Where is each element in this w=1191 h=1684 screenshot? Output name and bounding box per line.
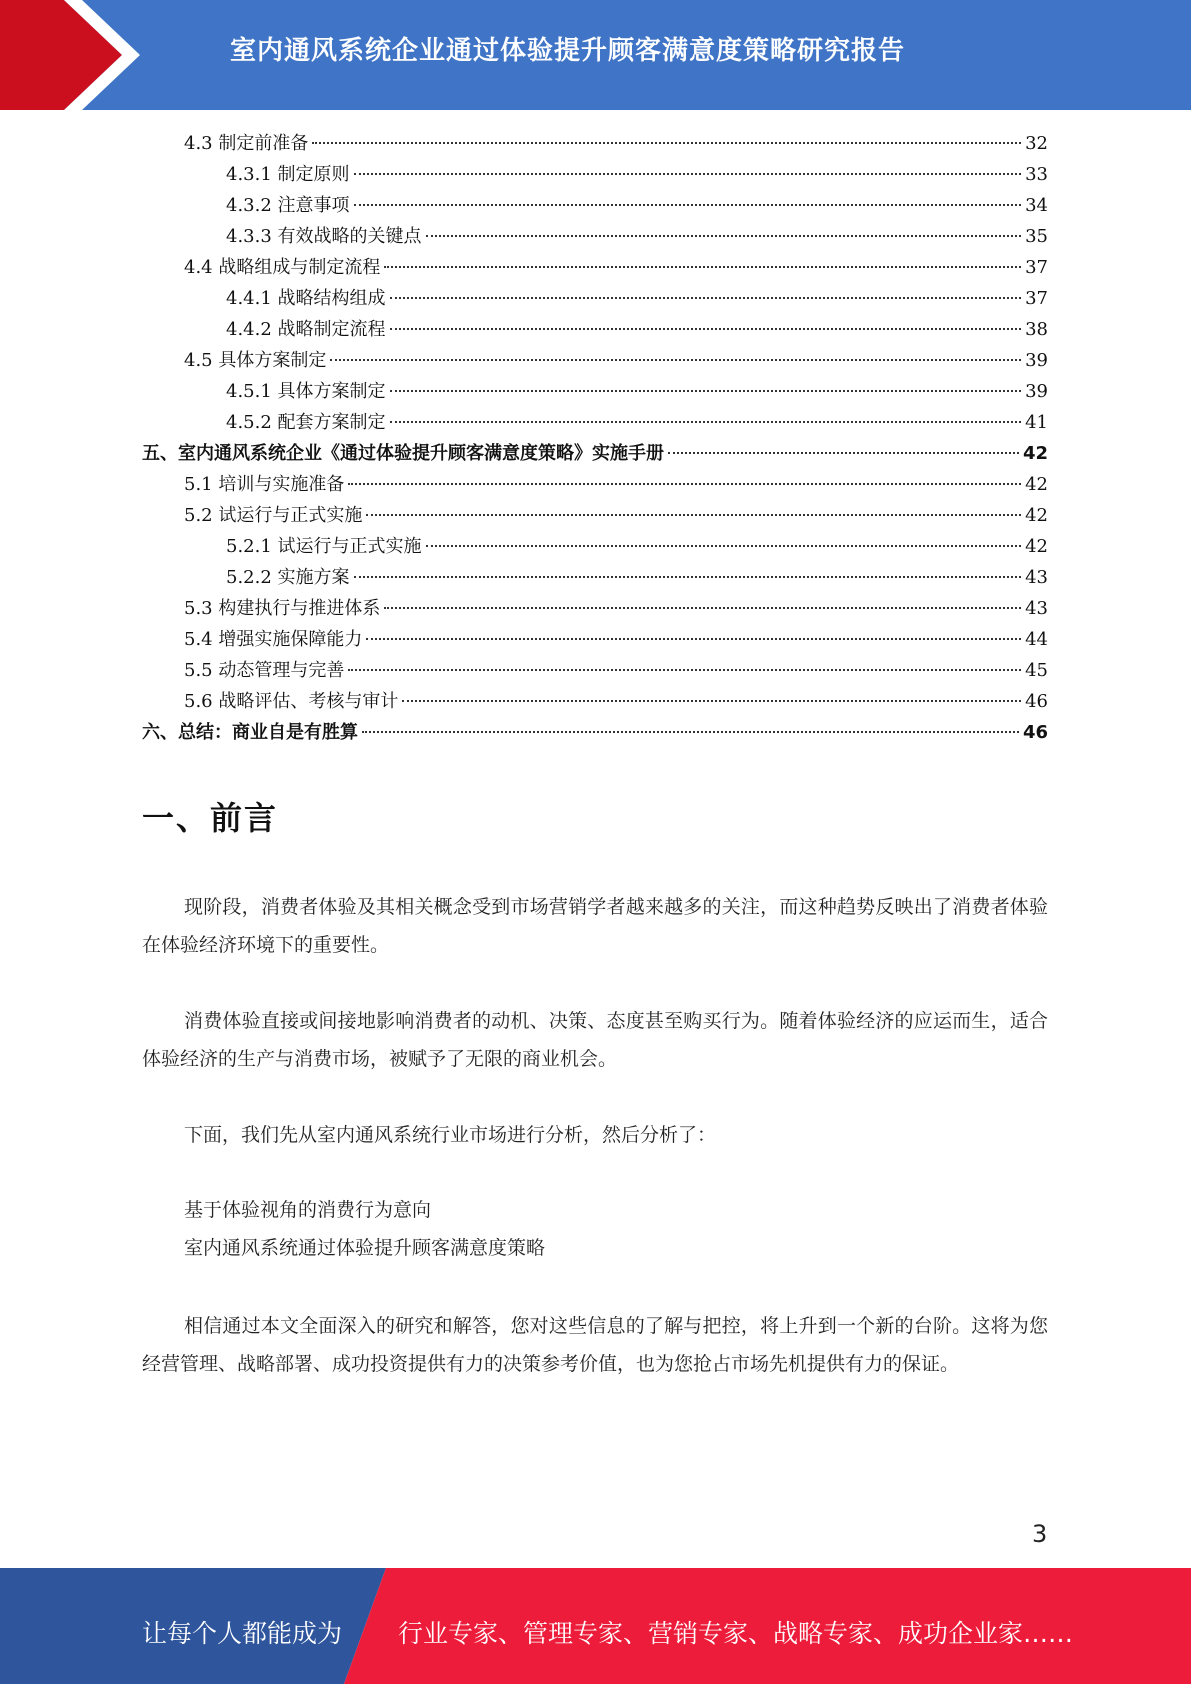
toc-leader-dots xyxy=(402,700,1021,702)
toc-entry-page: 32 xyxy=(1025,133,1048,154)
body-paragraph: 相信通过本文全面深入的研究和解答，您对这些信息的了解与把控，将上升到一个新的台阶。这将为您经营管理、战略部署、成功投资提供有力的决策参考价值，也为您抢占市场先机提供有力的保证。 xyxy=(142,1315,1048,1375)
toc-leader-dots xyxy=(426,235,1022,237)
toc-leader-dots xyxy=(384,607,1021,609)
toc-entry[interactable] xyxy=(184,500,1048,531)
toc-leader-dots xyxy=(330,359,1021,361)
toc-chapter-entry[interactable] xyxy=(142,717,1048,748)
toc-entry-page: 46 xyxy=(1025,691,1048,712)
toc-entry[interactable] xyxy=(184,128,1048,159)
toc-entry-page: 45 xyxy=(1025,660,1048,681)
page-number: 3 xyxy=(1032,1520,1048,1548)
toc-entry-label: 5.3 构建执行与推进体系 xyxy=(184,598,381,619)
toc-entry-label: 5.2.2 实施方案 xyxy=(226,567,350,588)
toc-entry-page: 42 xyxy=(1025,474,1048,495)
toc-entry-label: 4.3.3 有效战略的关键点 xyxy=(226,226,422,247)
toc-entry-label: 4.3 制定前准备 xyxy=(184,133,309,154)
page-header xyxy=(0,0,1191,110)
toc-leader-dots xyxy=(312,142,1021,144)
toc-entry-page: 39 xyxy=(1025,350,1048,371)
page-footer xyxy=(0,1568,1191,1684)
toc-entry-label: 4.5 具体方案制定 xyxy=(184,350,327,371)
toc-entry-label: 5.2.1 试运行与正式实施 xyxy=(226,536,422,557)
toc-entry-page: 35 xyxy=(1025,226,1048,247)
toc-entry[interactable] xyxy=(226,221,1048,252)
toc-leader-dots xyxy=(354,576,1022,578)
toc-entry-label: 4.3.1 制定原则 xyxy=(226,164,350,185)
toc-leader-dots xyxy=(362,731,1019,733)
report-title: 室内通风系统企业通过体验提升顾客满意度策略研究报告 xyxy=(230,36,906,66)
toc-entry-label: 4.4 战略组成与制定流程 xyxy=(184,257,381,278)
toc-entry-label: 5.1 培训与实施准备 xyxy=(184,474,345,495)
toc-entry[interactable] xyxy=(226,314,1048,345)
red-arrow-decoration xyxy=(0,0,150,110)
toc-entry[interactable] xyxy=(184,469,1048,500)
body-paragraph: 现阶段，消费者体验及其相关概念受到市场营销学者越来越多的关注，而这种趋势反映出了消费者体验在体验经济环境下的重要性。 xyxy=(142,896,1048,956)
toc-entry-label: 4.3.2 注意事项 xyxy=(226,195,350,216)
toc-entry-label: 5.5 动态管理与完善 xyxy=(184,660,345,681)
section-heading: 一、前言 xyxy=(142,799,279,837)
toc-entry-page: 37 xyxy=(1025,288,1048,309)
toc-entry-page: 38 xyxy=(1025,319,1048,340)
toc-leader-dots xyxy=(426,545,1022,547)
footer-slogan-right: 行业专家、管理专家、营销专家、战略专家、成功企业家…… xyxy=(398,1619,1074,1648)
toc-entry-page: 43 xyxy=(1025,567,1048,588)
toc-entry-page: 37 xyxy=(1025,257,1048,278)
toc-entry-page: 42 xyxy=(1025,505,1048,526)
toc-leader-dots xyxy=(384,266,1021,268)
toc-entry-page: 44 xyxy=(1025,629,1048,650)
body-paragraph: 消费体验直接或间接地影响消费者的动机、决策、态度甚至购买行为。随着体验经济的应运而生，适合体验经济的生产与消费市场，被赋予了无限的商业机会。 xyxy=(142,1010,1048,1070)
toc-leader-dots xyxy=(390,297,1022,299)
toc-entry[interactable] xyxy=(226,283,1048,314)
list-item: 基于体验视角的消费行为意向 xyxy=(184,1199,432,1221)
toc-entry[interactable] xyxy=(226,407,1048,438)
toc-entry[interactable] xyxy=(184,252,1048,283)
toc-entry-page: 33 xyxy=(1025,164,1048,185)
toc-entry-page: 39 xyxy=(1025,381,1048,402)
toc-leader-dots xyxy=(354,204,1022,206)
toc-entry-label: 4.4.1 战略结构组成 xyxy=(226,288,386,309)
toc-entry-page: 46 xyxy=(1022,722,1048,743)
list-item: 室内通风系统通过体验提升顾客满意度策略 xyxy=(184,1237,546,1259)
body-paragraph: 下面，我们先从室内通风系统行业市场进行分析，然后分析了： xyxy=(184,1124,717,1146)
toc-leader-dots xyxy=(390,390,1022,392)
footer-slogan-left: 让每个人都能成为 xyxy=(142,1619,343,1648)
toc-leader-dots xyxy=(348,483,1021,485)
toc-leader-dots xyxy=(366,638,1021,640)
toc-entry[interactable] xyxy=(184,655,1048,686)
toc-entry[interactable] xyxy=(184,593,1048,624)
toc-entry-label: 5.2 试运行与正式实施 xyxy=(184,505,363,526)
toc-entry-label: 五、室内通风系统企业《通过体验提升顾客满意度策略》实施手册 xyxy=(142,443,664,464)
toc-entry-page: 34 xyxy=(1025,195,1048,216)
toc-leader-dots xyxy=(348,669,1021,671)
toc-entry[interactable] xyxy=(226,190,1048,221)
toc-entry[interactable] xyxy=(184,624,1048,655)
toc-entry[interactable] xyxy=(184,345,1048,376)
toc-entry[interactable] xyxy=(184,686,1048,717)
toc-entry-label: 5.6 战略评估、考核与审计 xyxy=(184,691,399,712)
toc-entry[interactable] xyxy=(226,159,1048,190)
toc-leader-dots xyxy=(668,452,1019,454)
toc-entry-page: 43 xyxy=(1025,598,1048,619)
toc-entry-page: 42 xyxy=(1022,443,1048,464)
toc-leader-dots xyxy=(354,173,1022,175)
toc-chapter-entry[interactable] xyxy=(142,438,1048,469)
toc-entry-label: 4.5.1 具体方案制定 xyxy=(226,381,386,402)
toc-leader-dots xyxy=(390,421,1022,423)
toc-entry-label: 4.5.2 配套方案制定 xyxy=(226,412,386,433)
toc-entry-label: 4.4.2 战略制定流程 xyxy=(226,319,386,340)
toc-entry[interactable] xyxy=(226,562,1048,593)
toc-entry-page: 41 xyxy=(1025,412,1048,433)
toc-entry-label: 5.4 增强实施保障能力 xyxy=(184,629,363,650)
toc-entry[interactable] xyxy=(226,531,1048,562)
toc-leader-dots xyxy=(390,328,1022,330)
toc-entry-page: 42 xyxy=(1025,536,1048,557)
toc-entry[interactable] xyxy=(226,376,1048,407)
toc-leader-dots xyxy=(366,514,1021,516)
toc-entry-label: 六、总结：商业自是有胜算 xyxy=(142,722,358,743)
